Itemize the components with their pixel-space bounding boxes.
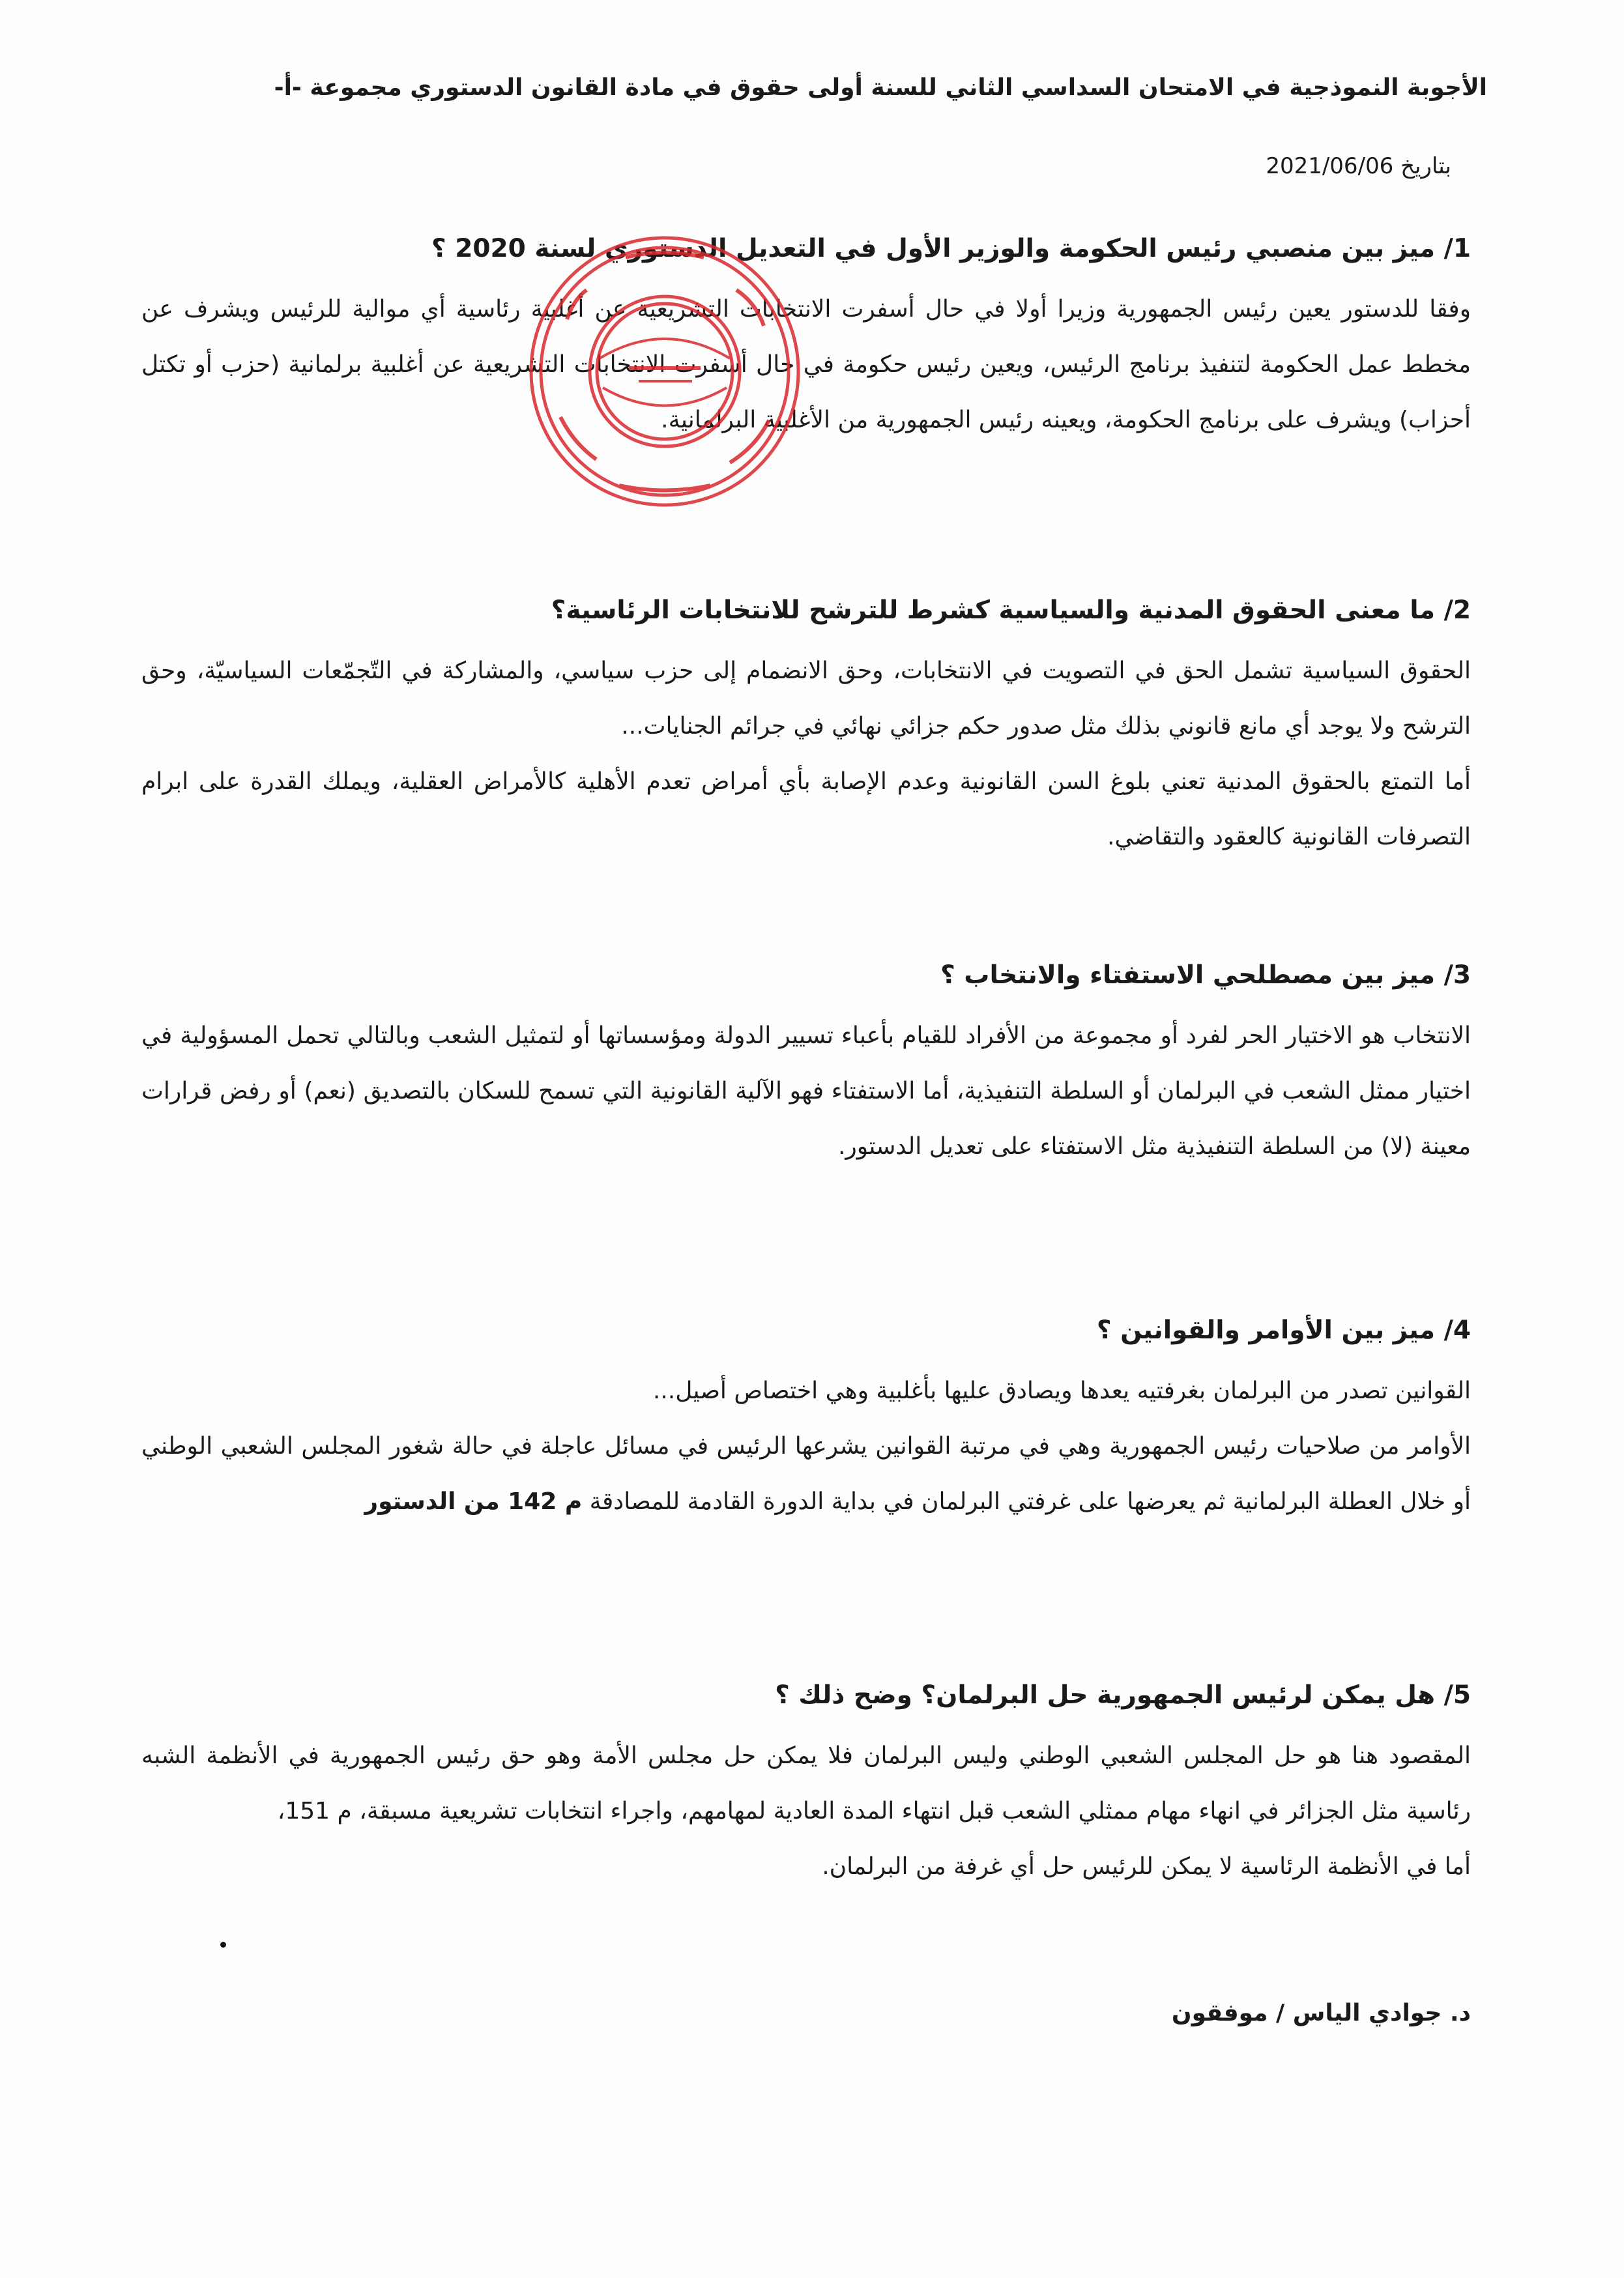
question-5: 5/ هل يمكن لرئيس الجمهورية حل البرلمان؟ وضح ذلك ؟ — [775, 1680, 1471, 1710]
answer-4-paragraph-2-text: الأوامر من صلاحيات رئيس الجمهورية وهي في مرتبة القوانين يشرعها الرئيس في مسائل عاجلة في حالة شغور المجلس الشعبي الوطني أو خلال العطلة البرلمانية ثم يعرضها على غرفتي البرلمان في بداية الدورة القادمة للمصادقة — [141, 1433, 1471, 1515]
question-3: 3/ ميز بين مصطلحي الاستفتاء والانتخاب ؟ — [940, 960, 1471, 990]
answer-4-paragraph-1: القوانين تصدر من البرلمان بغرفتيه يعدها ويصادق عليها بأغلبية وهي اختصاص أصيل... — [652, 1377, 1471, 1404]
question-2: 2/ ما معنى الحقوق المدنية والسياسية كشرط للترشح للانتخابات الرئاسية؟ — [551, 596, 1471, 625]
answer-4-article-reference: م 142 من الدستور — [364, 1488, 583, 1515]
answer-3-paragraph-1: الانتخاب هو الاختيار الحر لفرد أو مجموعة من الأفراد للقيام بأعباء تسيير الدولة ومؤسساتها أو لتمثيل الشعب وبالتالي تحمل المسؤولية في اختيار ممثل الشعب في البرلمان أو السلطة التنفيذية، أما الاستفتاء فهو الآلية القانونية التي تسمح للسكان بالتصديق (نعم) أو رفض قرارات معينة (لا) من السلطة التنفيذية مثل الاستفتاء على تعديل الدستور. — [141, 1022, 1471, 1160]
answer-1-paragraph-1: وفقا للدستور يعين رئيس الجمهورية وزيرا أولا في حال أسفرت الانتخابات التشريعية عن أغلبية رئاسية أي موالية للرئيس ويشرف عن مخطط عمل الحكومة لتنفيذ برنامج الرئيس، ويعين رئيس حكومة في حال أسفرت الانتخابات التشريعية عن أغلبية برلمانية (حزب أو تكتل أحزاب) ويشرف على برنامج الحكومة، ويعينه رئيس الجمهورية من الأغلبية البرلمانية. — [141, 296, 1471, 433]
answer-5-paragraph-1: المقصود هنا هو حل المجلس الشعبي الوطني وليس البرلمان فلا يمكن حل مجلس الأمة وهو حق رئيس الجمهورية في الأنظمة الشبه رئاسية مثل الجزائر في انهاء مهام ممثلي الشعب قبل انتهاء المدة العادية لمهامهم، واجراء انتخابات تشريعية مسبقة، م 151، — [141, 1742, 1471, 1824]
question-4: 4/ ميز بين الأوامر والقوانين ؟ — [1096, 1316, 1471, 1345]
section-1 — [141, 228, 1471, 448]
document-title: الأجوبة النموذجية في الامتحان السداسي الثاني للسنة أولى حقوق في مادة القانون الدستوري مجموعة -أ- — [274, 74, 1487, 101]
answer-2-paragraph-1: الحقوق السياسية تشمل الحق في التصويت في الانتخابات، وحق الانضمام إلى حزب سياسي، والمشاركة في التّجمّعات السياسيّة، وحق الترشح ولا يوجد أي مانع قانوني بذلك مثل صدور حكم جزائي نهائي في جرائم الجنايات... — [141, 657, 1471, 740]
question-1: 1/ ميز بين منصبي رئيس الحكومة والوزير الأول في التعديل الدستوري لسنة 2020 ؟ — [431, 234, 1471, 263]
signature: د. جوادي الياس / موفقون — [1171, 2000, 1471, 2026]
answer-2-paragraph-2: أما التمتع بالحقوق المدنية تعني بلوغ السن القانونية وعدم الإصابة بأي أمراض تعدم الأهلية كالأمراض العقلية، ويملك القدرة على ابرام التصرفات القانونية كالعقود والتقاضي. — [141, 768, 1471, 850]
section-4 — [141, 1310, 1471, 1529]
section-3 — [141, 955, 1471, 1174]
answer-5-paragraph-2: أما في الأنظمة الرئاسية لا يمكن للرئيس حل أي غرفة من البرلمان. — [822, 1853, 1471, 1880]
document-date: بتاريخ 2021/06/06 — [1266, 153, 1451, 179]
answer-4-paragraph-2 — [141, 1419, 1471, 1529]
scan-dot — [220, 1942, 226, 1948]
section-2 — [141, 590, 1471, 865]
section-5 — [141, 1675, 1471, 1894]
